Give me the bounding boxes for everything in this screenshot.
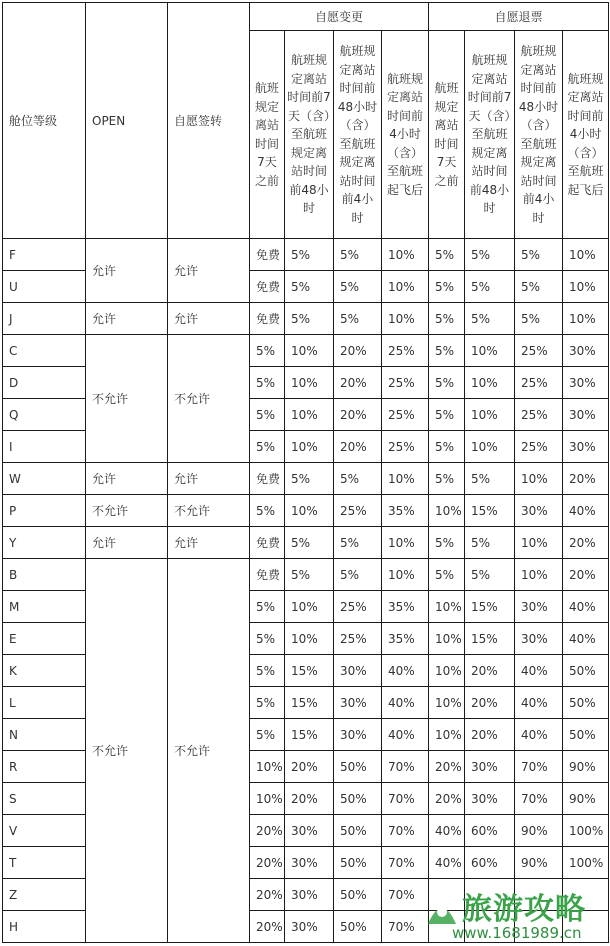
change-fee-cell: 免费	[250, 527, 285, 559]
refund-fee-cell: 10%	[429, 623, 465, 655]
open-cell: 允许	[86, 239, 168, 303]
refund-fee-cell: 5%	[429, 367, 465, 399]
watermark-url: www.1681989.cn	[452, 924, 582, 942]
refund-fee-cell: 5%	[465, 559, 515, 591]
change-fee-cell: 免费	[250, 303, 285, 335]
table-row	[3, 495, 609, 527]
refund-fee-cell: 10%	[429, 495, 465, 527]
change-fee-cell: 40%	[382, 655, 429, 687]
open-cell: 允许	[86, 463, 168, 495]
endorse-cell: 不允许	[168, 335, 250, 463]
change-fee-cell: 10%	[382, 463, 429, 495]
refund-fee-cell: 25%	[515, 399, 563, 431]
refund-fee-cell: 20%	[429, 783, 465, 815]
class-cell: I	[3, 431, 86, 463]
change-fee-cell: 10%	[285, 367, 334, 399]
change-fee-cell: 15%	[285, 655, 334, 687]
header-open: OPEN	[86, 3, 168, 239]
refund-fee-cell: 10%	[429, 687, 465, 719]
change-fee-cell: 40%	[382, 687, 429, 719]
refund-fee-cell: 5%	[465, 271, 515, 303]
header-change-period-3: 航班规定离站时间前48小时（含）至航班规定离站时间前4小时	[334, 31, 382, 239]
header-endorse: 自愿签转	[168, 3, 250, 239]
endorse-cell: 允许	[168, 463, 250, 495]
change-fee-cell: 免费	[250, 463, 285, 495]
change-fee-cell: 10%	[382, 559, 429, 591]
refund-fee-cell: 10%	[465, 367, 515, 399]
refund-fee-cell: 5%	[429, 527, 465, 559]
change-fee-cell: 5%	[250, 367, 285, 399]
refund-fee-cell: 5%	[515, 271, 563, 303]
change-fee-cell: 免费	[250, 271, 285, 303]
change-fee-cell: 免费	[250, 559, 285, 591]
refund-fee-cell: 10%	[465, 431, 515, 463]
class-cell: N	[3, 719, 86, 751]
class-cell: D	[3, 367, 86, 399]
change-fee-cell: 70%	[382, 815, 429, 847]
change-fee-cell: 50%	[334, 911, 382, 943]
change-fee-cell: 70%	[382, 783, 429, 815]
header-class: 舱位等级	[3, 3, 86, 239]
table-row	[3, 335, 609, 367]
refund-fee-cell: 10%	[563, 239, 609, 271]
change-fee-cell: 5%	[250, 623, 285, 655]
refund-fee-cell: 40%	[515, 687, 563, 719]
change-fee-cell: 30%	[285, 815, 334, 847]
refund-fee-cell: 5%	[429, 335, 465, 367]
change-fee-cell: 5%	[285, 527, 334, 559]
change-fee-cell: 70%	[382, 879, 429, 911]
refund-fee-cell: 10%	[515, 463, 563, 495]
change-fee-cell: 5%	[285, 303, 334, 335]
change-fee-cell: 50%	[334, 847, 382, 879]
refund-fee-cell: 100%	[563, 847, 609, 879]
refund-fee-cell: 10%	[563, 271, 609, 303]
endorse-cell: 不允许	[168, 559, 250, 943]
class-cell: M	[3, 591, 86, 623]
class-cell: Q	[3, 399, 86, 431]
change-fee-cell: 5%	[285, 463, 334, 495]
open-cell: 允许	[86, 303, 168, 335]
change-fee-cell: 25%	[334, 591, 382, 623]
refund-fee-cell: 50%	[563, 655, 609, 687]
header-refund-group: 自愿退票	[429, 3, 609, 31]
table-row	[3, 559, 609, 591]
class-cell: B	[3, 559, 86, 591]
change-fee-cell: 30%	[285, 879, 334, 911]
refund-fee-cell: 20%	[465, 719, 515, 751]
change-fee-cell: 30%	[334, 719, 382, 751]
refund-fee-cell: 30%	[563, 399, 609, 431]
refund-fee-cell: 25%	[515, 431, 563, 463]
class-cell: R	[3, 751, 86, 783]
class-cell: T	[3, 847, 86, 879]
change-fee-cell: 5%	[285, 559, 334, 591]
change-fee-cell: 10%	[285, 399, 334, 431]
refund-fee-cell: 60%	[465, 815, 515, 847]
refund-fee-cell: 5%	[465, 527, 515, 559]
header-change-period-4: 航班规定离站时间前4小时（含）至航班起飞后	[382, 31, 429, 239]
refund-fee-cell: 5%	[515, 239, 563, 271]
endorse-cell: 允许	[168, 527, 250, 559]
change-fee-cell: 20%	[250, 911, 285, 943]
refund-fee-cell: 30%	[465, 751, 515, 783]
refund-fee-cell: 5%	[465, 463, 515, 495]
change-fee-cell: 10%	[250, 751, 285, 783]
change-fee-cell: 5%	[334, 271, 382, 303]
refund-fee-cell: 5%	[429, 399, 465, 431]
change-fee-cell: 10%	[285, 591, 334, 623]
refund-fee-cell: 5%	[429, 239, 465, 271]
endorse-cell: 允许	[168, 239, 250, 303]
class-cell: C	[3, 335, 86, 367]
change-fee-cell: 20%	[285, 783, 334, 815]
refund-fee-cell: 10%	[429, 719, 465, 751]
class-cell: Z	[3, 879, 86, 911]
refund-fee-cell: 40%	[429, 847, 465, 879]
change-fee-cell: 20%	[285, 751, 334, 783]
fare-rules-table	[2, 2, 609, 943]
refund-fee-cell: 40%	[563, 495, 609, 527]
header-refund-period-1: 航班规定离站时间7天之前	[429, 31, 465, 239]
header-change-period-2: 航班规定离站时间前7天（含）至航班规定离站时间前48小时	[285, 31, 334, 239]
class-cell: P	[3, 495, 86, 527]
refund-fee-cell: 70%	[515, 783, 563, 815]
refund-fee-cell: 100%	[563, 815, 609, 847]
change-fee-cell: 5%	[250, 335, 285, 367]
change-fee-cell: 30%	[334, 655, 382, 687]
endorse-cell: 不允许	[168, 495, 250, 527]
refund-fee-cell: 10%	[515, 559, 563, 591]
refund-fee-cell: 20%	[465, 655, 515, 687]
change-fee-cell: 10%	[285, 495, 334, 527]
refund-fee-cell: 30%	[563, 367, 609, 399]
refund-fee-cell: 5%	[465, 303, 515, 335]
refund-fee-cell: 90%	[563, 783, 609, 815]
change-fee-cell: 20%	[334, 367, 382, 399]
class-cell: J	[3, 303, 86, 335]
refund-fee-cell: 40%	[515, 719, 563, 751]
change-fee-cell: 50%	[334, 815, 382, 847]
refund-fee-cell: 40%	[515, 655, 563, 687]
class-cell: F	[3, 239, 86, 271]
refund-fee-cell: 10%	[429, 655, 465, 687]
table-row	[3, 463, 609, 495]
refund-fee-cell: 20%	[465, 687, 515, 719]
change-fee-cell: 35%	[382, 591, 429, 623]
refund-fee-cell: 30%	[465, 783, 515, 815]
refund-fee-cell: 90%	[563, 751, 609, 783]
change-fee-cell: 5%	[250, 687, 285, 719]
change-fee-cell: 25%	[382, 335, 429, 367]
refund-fee-cell: 20%	[563, 559, 609, 591]
change-fee-cell: 5%	[334, 303, 382, 335]
refund-fee-cell: 70%	[515, 751, 563, 783]
refund-fee-cell: 10%	[515, 527, 563, 559]
class-cell: H	[3, 911, 86, 943]
refund-fee-cell: 30%	[515, 591, 563, 623]
table-row	[3, 303, 609, 335]
change-fee-cell: 30%	[334, 687, 382, 719]
change-fee-cell: 5%	[250, 431, 285, 463]
change-fee-cell: 30%	[285, 847, 334, 879]
refund-fee-cell: 90%	[515, 815, 563, 847]
open-cell: 不允许	[86, 335, 168, 463]
change-fee-cell: 10%	[285, 623, 334, 655]
refund-fee-cell: 5%	[429, 559, 465, 591]
refund-fee-cell: 60%	[465, 847, 515, 879]
change-fee-cell: 20%	[334, 335, 382, 367]
change-fee-cell: 5%	[250, 591, 285, 623]
change-fee-cell: 5%	[250, 655, 285, 687]
change-fee-cell: 40%	[382, 719, 429, 751]
change-fee-cell: 20%	[334, 431, 382, 463]
refund-fee-cell: 40%	[563, 591, 609, 623]
class-cell: L	[3, 687, 86, 719]
change-fee-cell: 20%	[334, 399, 382, 431]
refund-fee-cell: 30%	[515, 495, 563, 527]
table-row	[3, 527, 609, 559]
refund-fee-cell: 15%	[465, 495, 515, 527]
header-change-period-1: 航班规定离站时间7天之前	[250, 31, 285, 239]
endorse-cell: 允许	[168, 303, 250, 335]
class-cell: W	[3, 463, 86, 495]
change-fee-cell: 20%	[250, 847, 285, 879]
change-fee-cell: 10%	[250, 783, 285, 815]
change-fee-cell: 10%	[285, 431, 334, 463]
refund-fee-cell: 20%	[563, 527, 609, 559]
open-cell: 允许	[86, 527, 168, 559]
change-fee-cell: 25%	[334, 495, 382, 527]
refund-fee-cell: 15%	[465, 591, 515, 623]
change-fee-cell: 50%	[334, 879, 382, 911]
refund-fee-cell: 10%	[429, 591, 465, 623]
open-cell: 不允许	[86, 559, 168, 943]
open-cell: 不允许	[86, 495, 168, 527]
change-fee-cell: 25%	[382, 399, 429, 431]
change-fee-cell: 5%	[250, 399, 285, 431]
refund-fee-cell: 30%	[515, 623, 563, 655]
change-fee-cell: 50%	[334, 783, 382, 815]
change-fee-cell: 25%	[334, 623, 382, 655]
change-fee-cell: 50%	[334, 751, 382, 783]
refund-fee-cell: 15%	[465, 623, 515, 655]
refund-fee-cell: 5%	[429, 303, 465, 335]
refund-fee-cell: 20%	[563, 463, 609, 495]
refund-fee-cell: 20%	[429, 751, 465, 783]
refund-fee-cell: 90%	[515, 847, 563, 879]
change-fee-cell: 5%	[334, 239, 382, 271]
change-fee-cell: 5%	[285, 271, 334, 303]
refund-fee-cell: 10%	[465, 335, 515, 367]
change-fee-cell: 70%	[382, 911, 429, 943]
class-cell: V	[3, 815, 86, 847]
class-cell: K	[3, 655, 86, 687]
refund-fee-cell: 50%	[563, 719, 609, 751]
refund-fee-cell: 5%	[515, 303, 563, 335]
refund-fee-cell: 40%	[429, 815, 465, 847]
refund-fee-cell: 5%	[429, 271, 465, 303]
change-fee-cell: 25%	[382, 367, 429, 399]
change-fee-cell: 5%	[250, 719, 285, 751]
refund-fee-cell: 5%	[429, 431, 465, 463]
change-fee-cell: 10%	[382, 303, 429, 335]
watermark-text: 旅游攻略	[462, 892, 586, 927]
change-fee-cell: 25%	[382, 431, 429, 463]
change-fee-cell: 70%	[382, 847, 429, 879]
change-fee-cell: 5%	[285, 239, 334, 271]
change-fee-cell: 30%	[285, 911, 334, 943]
header-refund-period-4: 航班规定离站时间前4小时（含）至航班起飞后	[563, 31, 609, 239]
change-fee-cell: 20%	[250, 815, 285, 847]
change-fee-cell: 5%	[250, 495, 285, 527]
change-fee-cell: 免费	[250, 239, 285, 271]
change-fee-cell: 10%	[382, 271, 429, 303]
change-fee-cell: 35%	[382, 495, 429, 527]
change-fee-cell: 5%	[334, 559, 382, 591]
refund-fee-cell: 50%	[563, 687, 609, 719]
refund-fee-cell: 10%	[563, 303, 609, 335]
change-fee-cell: 10%	[382, 239, 429, 271]
change-fee-cell: 10%	[285, 335, 334, 367]
header-refund-period-2: 航班规定离站时间前7天（含）至航班规定离站时间前48小时	[465, 31, 515, 239]
header-refund-period-3: 航班规定离站时间前48小时（含）至航班规定离站时间前4小时	[515, 31, 563, 239]
class-cell: U	[3, 271, 86, 303]
change-fee-cell: 15%	[285, 719, 334, 751]
change-fee-cell: 20%	[250, 879, 285, 911]
refund-fee-cell: 40%	[563, 623, 609, 655]
refund-fee-cell: 25%	[515, 367, 563, 399]
refund-fee-cell: 30%	[563, 431, 609, 463]
change-fee-cell: 70%	[382, 751, 429, 783]
class-cell: Y	[3, 527, 86, 559]
class-cell: E	[3, 623, 86, 655]
change-fee-cell: 10%	[382, 527, 429, 559]
class-cell: S	[3, 783, 86, 815]
change-fee-cell: 35%	[382, 623, 429, 655]
refund-fee-cell: 30%	[563, 335, 609, 367]
refund-fee-cell: 10%	[465, 399, 515, 431]
change-fee-cell: 5%	[334, 527, 382, 559]
refund-fee-cell: 5%	[465, 239, 515, 271]
header-change-group: 自愿变更	[250, 3, 429, 31]
change-fee-cell: 5%	[334, 463, 382, 495]
refund-fee-cell: 5%	[429, 463, 465, 495]
refund-fee-cell: 25%	[515, 335, 563, 367]
table-row	[3, 239, 609, 271]
change-fee-cell: 15%	[285, 687, 334, 719]
